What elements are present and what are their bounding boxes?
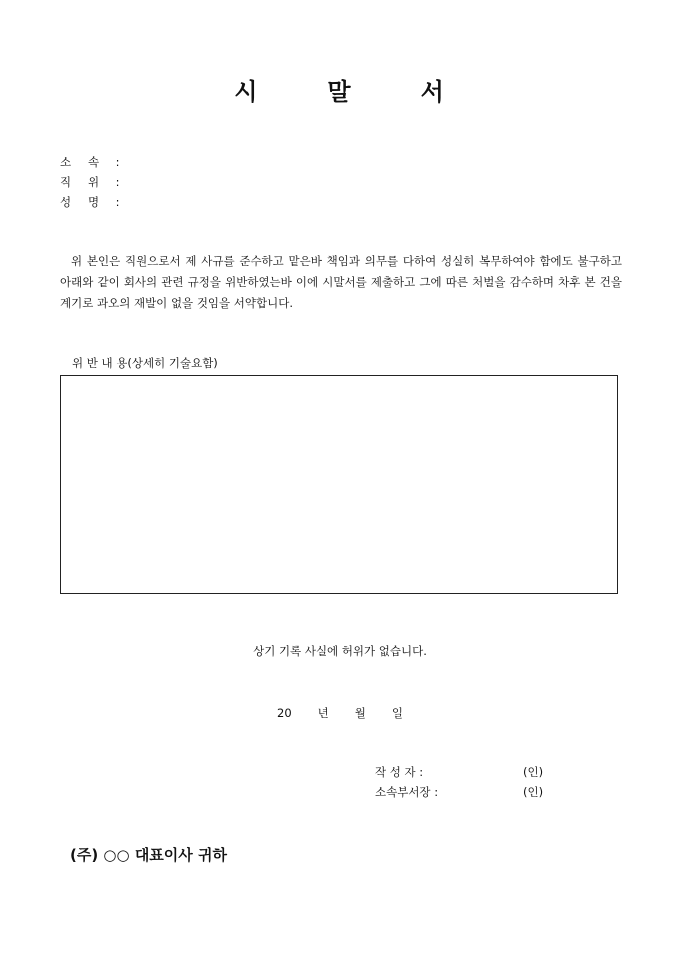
addressee: (주) ○○ 대표이사 귀하 <box>70 846 227 864</box>
field-affiliation <box>60 155 120 169</box>
title-char-3: 서 <box>420 78 446 106</box>
field-colon: : <box>115 155 120 169</box>
date-year-prefix: 20 <box>277 706 292 720</box>
statement-paragraph: 위 본인은 직원으로서 제 사규를 준수하고 맡은바 책임과 의무를 다하여 성실히 복무하여야 함에도 불구하고 아래와 같이 회사의 관련 규정을 위반하였는바 이에 시말서를 제출하고 그에 따른 처벌을 감수하며 차후 본 건을 계기로 과오의 재발이 없을 것임을 서약합니다. <box>60 254 622 310</box>
signature-manager <box>375 784 544 800</box>
seal-mark: (인) <box>523 765 544 779</box>
violation-label: 위 반 내 용(상세히 기술요함) <box>72 356 218 370</box>
title-char-1: 시 <box>234 78 260 106</box>
violation-content-box[interactable] <box>60 375 618 594</box>
date-line <box>0 705 680 721</box>
date-day-label: 일 <box>391 706 403 720</box>
field-label: 직 위 <box>60 175 100 189</box>
field-label: 성 명 <box>60 195 100 209</box>
signature-label: 작 성 자 : <box>375 765 424 779</box>
field-label: 소 속 <box>60 155 100 169</box>
seal-mark: (인) <box>523 785 544 799</box>
date-month-label: 월 <box>354 706 366 720</box>
page-title <box>0 72 680 107</box>
confirmation-text: 상기 기록 사실에 허위가 없습니다. <box>253 644 427 658</box>
date-year-label: 년 <box>317 706 329 720</box>
field-colon: : <box>115 195 120 209</box>
field-position <box>60 175 120 189</box>
field-colon: : <box>115 175 120 189</box>
title-char-2: 말 <box>327 78 353 106</box>
signature-writer <box>375 764 544 780</box>
field-name <box>60 195 120 209</box>
signature-label: 소속부서장 : <box>375 785 439 799</box>
